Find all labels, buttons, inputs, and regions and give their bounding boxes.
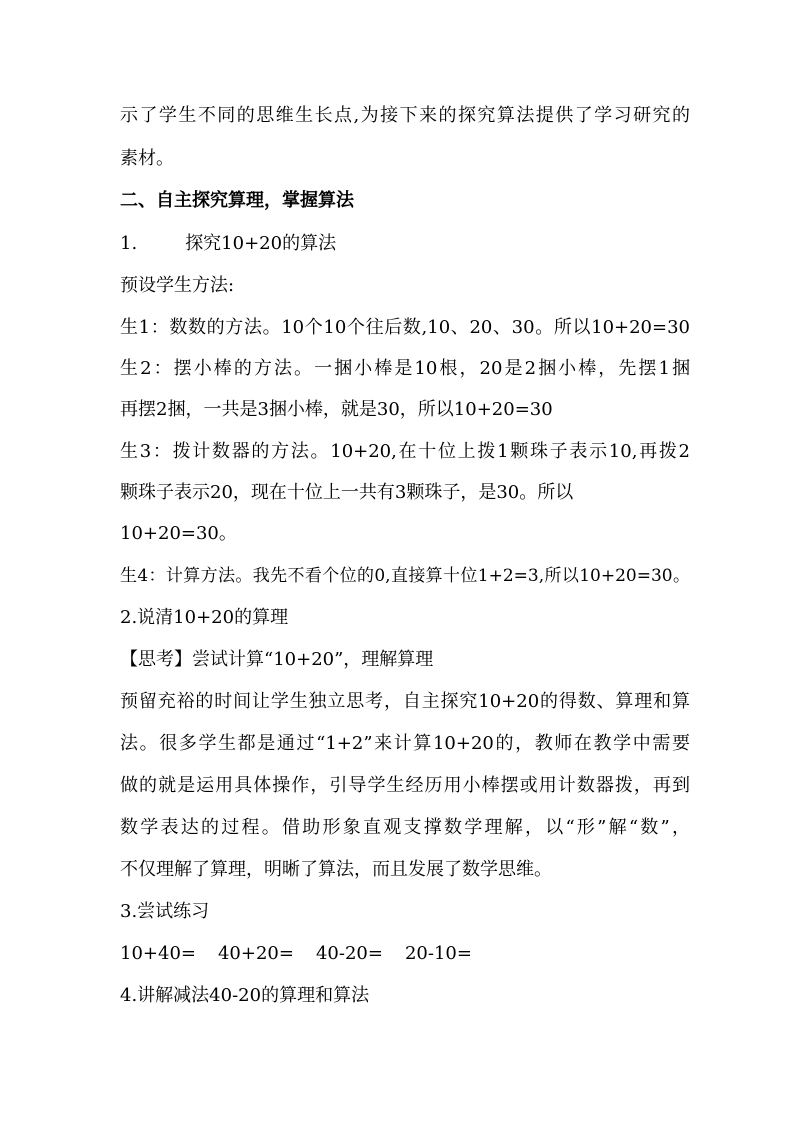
paragraph-line: 2.说清10+20的算理 [120,607,289,628]
paragraph-line: 素材。 [120,148,174,169]
paragraph-line: 示了学生不同的思维生长点,为接下来的探究算法提供了学习研究的 [120,105,690,126]
paragraph-line: 【思考】尝试计算“10+20”，理解算理 [120,649,434,670]
paragraph-line: 生3：拨计数器的方法。10+20,在十位上拨1颗珠子表示10,再拨2 [120,441,690,462]
paragraph-line: 颗珠子表示20，现在十位上一共有3颗珠子，是30。所以 [120,482,574,503]
paragraph-line: 生2：摆小棒的方法。一捆小棒是10根，20是2捆小棒，先摆1捆 [120,358,690,379]
list-item [120,232,690,256]
paragraph-line: 生4：计算方法。我先不看个位的0,直接算十位1+2=3,所以10+20=30。 [120,566,690,586]
exercise: 40-20= [315,943,383,964]
exercise: 40+20= [217,943,294,964]
section-heading: 二、自主探究算理，掌握算法 [120,190,354,211]
exercise-row [120,942,690,966]
paragraph-line: 生1：数数的方法。10个10个往后数,10、20、30。所以10+20=30 [120,317,690,338]
item-text: 探究10+20的算法 [185,233,337,254]
paragraph-line: 4.讲解减法40-20的算理和算法 [120,985,370,1006]
paragraph-line: 3.尝试练习 [120,901,210,922]
paragraph-line: 法。很多学生都是通过“1+2”来计算10+20的，教师在教学中需要 [120,733,690,754]
exercise: 10+40= [120,943,196,964]
paragraph-line: 做的就是运用具体操作，引导学生经历用小棒摆或用计数器拨，再到 [120,775,690,796]
paragraph-line: 再摆2捆，一共是3捆小棒，就是30，所以10+20=30 [120,399,553,420]
paragraph-line: 不仅理解了算理，明晰了算法，而且发展了数学思维。 [120,859,552,880]
paragraph-line: 数学表达的过程。借助形象直观支撑数学理解，以“形”解“数”， [120,817,690,838]
item-number: 1. [120,233,138,254]
paragraph-line: 10+20=30。 [120,523,237,544]
paragraph-line: 预设学生方法: [120,275,235,296]
paragraph-line: 预留充裕的时间让学生独立思考，自主探究10+20的得数、算理和算 [120,691,690,712]
exercise: 20-10= [404,943,472,964]
